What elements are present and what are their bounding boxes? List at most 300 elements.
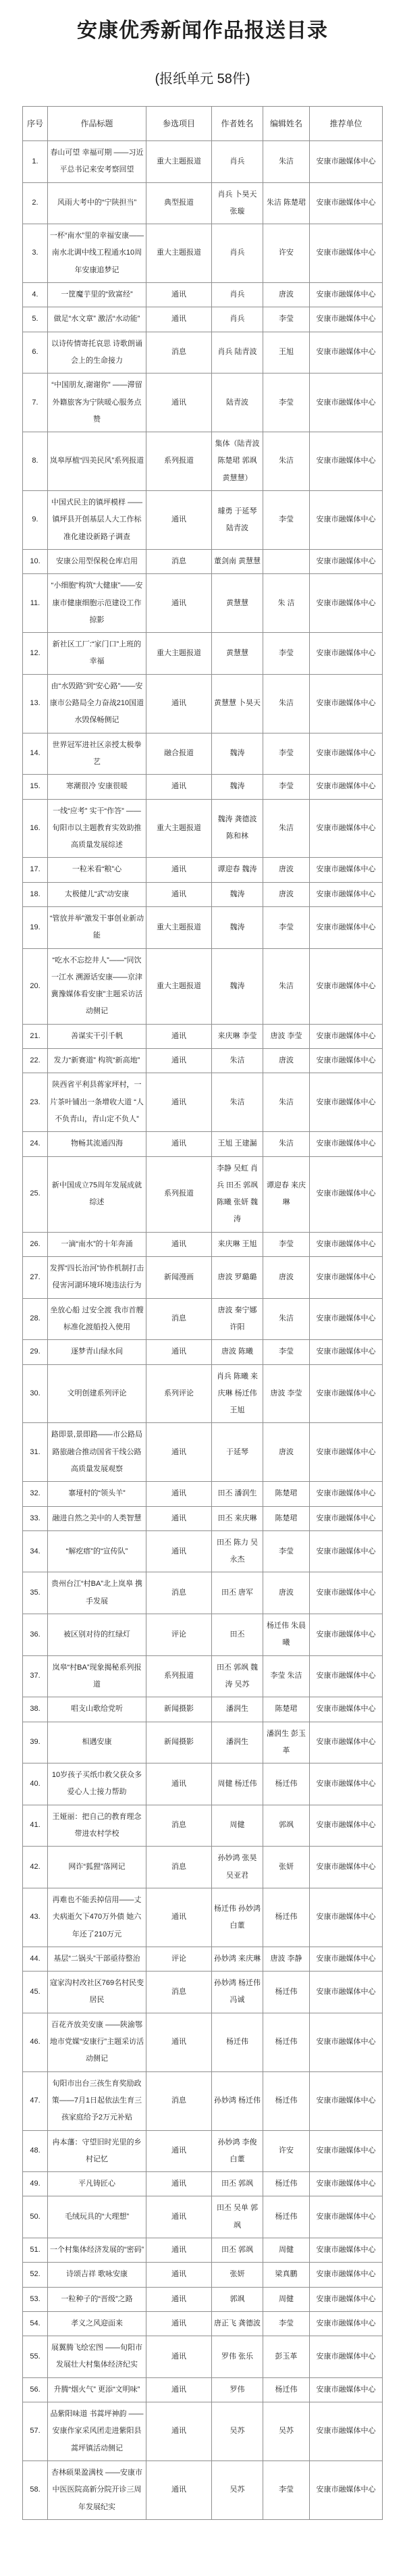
cell-authors: 吴苏 [212, 2461, 263, 2519]
table-row [23, 1655, 383, 1697]
cell-title: 太极健儿“武”动安康 [48, 882, 146, 906]
cell-authors: 肖兵 卜昊天 张璇 [212, 182, 263, 224]
cell-category: 通讯 [146, 1232, 212, 1256]
cell-category: 新闻漫画 [146, 1257, 212, 1299]
cell-authors: 孙妙鸿 来庆琳 [212, 1947, 263, 1971]
cell-unit: 安康市融媒体中心 [310, 1722, 383, 1763]
table-row [23, 307, 383, 332]
table-row [23, 574, 383, 633]
cell-no: 33. [23, 1506, 48, 1530]
cell-category: 通讯 [146, 2196, 212, 2238]
cell-authors: 吴苏 [212, 2402, 263, 2461]
table-row [23, 858, 383, 882]
cell-editors: 唐波 李莹 [263, 1364, 310, 1423]
table-row [23, 1257, 383, 1299]
cell-unit: 安康市融媒体中心 [310, 141, 383, 183]
cell-title: 物畅其流通四海 [48, 1132, 146, 1156]
cell-editors: 潘润生 彭玉革 [263, 1722, 310, 1763]
table-row [23, 799, 383, 858]
cell-category: 重大主题报道 [146, 141, 212, 183]
cell-authors: 魏涛 [212, 906, 263, 948]
table-row [23, 2013, 383, 2071]
cell-unit: 安康市融媒体中心 [310, 182, 383, 224]
cell-no: 18. [23, 882, 48, 906]
cell-category: 通讯 [146, 1340, 212, 1364]
cell-no: 8. [23, 432, 48, 491]
cell-authors: 董剑南 黄慧慧 [212, 549, 263, 573]
table-row [23, 432, 383, 491]
cell-editors: 唐波 [263, 1572, 310, 1614]
table-row [23, 1298, 383, 1340]
cell-editors: 唐波 李静 [263, 1947, 310, 1971]
table-row [23, 633, 383, 675]
cell-authors: 魏涛 [212, 775, 263, 799]
cell-category: 新闻摄影 [146, 1697, 212, 1722]
cell-no: 43. [23, 1888, 48, 1947]
cell-editors: 张妍 [263, 1847, 310, 1888]
cell-no: 38. [23, 1697, 48, 1722]
cell-title: 百花齐放美安康 ——陕渝鄂地市党媒“安康行”主题采访活动侧记 [48, 2013, 146, 2071]
cell-no: 19. [23, 906, 48, 948]
cell-category: 评论 [146, 1614, 212, 1656]
cell-unit: 安康市融媒体中心 [310, 799, 383, 858]
page-title: 安康优秀新闻作品报送目录 [77, 20, 328, 42]
cell-no: 13. [23, 674, 48, 733]
cell-unit: 安康市融媒体中心 [310, 733, 383, 775]
cell-authors: 杨迁伟 孙妙鸿 白董 [212, 1888, 263, 1947]
cell-category: 消息 [146, 1972, 212, 2013]
cell-category: 消息 [146, 549, 212, 573]
cell-editors: 吴苏 [263, 2402, 310, 2461]
cell-unit: 安康市融媒体中心 [310, 1530, 383, 1572]
cell-title: 王娅丽：把自己的教育理念带进农村学校 [48, 1805, 146, 1847]
cell-authors: 肖兵 [212, 283, 263, 307]
cell-authors: 朱洁 [212, 1073, 263, 1132]
table-row [23, 882, 383, 906]
cell-unit: 安康市融媒体中心 [310, 1614, 383, 1656]
cell-no: 56. [23, 2377, 48, 2402]
cell-title: 一筐魔芋里的“致富经” [48, 283, 146, 307]
cell-no: 45. [23, 1972, 48, 2013]
cell-category: 通讯 [146, 1506, 212, 1530]
cell-category: 通讯 [146, 2238, 212, 2262]
cell-unit: 安康市融媒体中心 [310, 948, 383, 1024]
table-row [23, 2287, 383, 2311]
cell-no: 10. [23, 549, 48, 573]
cell-unit: 安康市融媒体中心 [310, 1024, 383, 1048]
cell-category: 通讯 [146, 1482, 212, 1506]
table-row [23, 1888, 383, 1947]
cell-unit: 安康市融媒体中心 [310, 373, 383, 432]
cell-authors: 璩勇 于延琴 陆青波 [212, 491, 263, 550]
cell-editors: 唐波 [263, 1049, 310, 1073]
table-row [23, 775, 383, 799]
cell-category: 融合报道 [146, 733, 212, 775]
cell-editors: 陈楚珺 [263, 1697, 310, 1722]
cell-unit: 安康市融媒体中心 [310, 2377, 383, 2402]
cell-editors: 李莹 [263, 733, 310, 775]
cell-unit: 安康市融媒体中心 [310, 674, 383, 733]
table-row [23, 332, 383, 373]
cell-title: 孝义之风迎面来 [48, 2311, 146, 2336]
cell-editors: 周健 [263, 2238, 310, 2262]
cell-unit: 安康市融媒体中心 [310, 906, 383, 948]
cell-no: 23. [23, 1073, 48, 1132]
cell-unit: 安康市融媒体中心 [310, 1232, 383, 1256]
cell-no: 44. [23, 1947, 48, 1971]
cell-category: 通讯 [146, 2336, 212, 2378]
cell-category: 通讯 [146, 2287, 212, 2311]
cell-authors: 潘润生 [212, 1722, 263, 1763]
cell-unit: 安康市融媒体中心 [310, 549, 383, 573]
cell-authors: 罗伟 张乐 [212, 2336, 263, 2378]
table-row [23, 1482, 383, 1506]
cell-no: 37. [23, 1655, 48, 1697]
cell-no: 48. [23, 2130, 48, 2172]
cell-title: 品紫阳味道 书蒿坪神韵 ——安康作家采风团走进紫阳县蒿坪镇活动侧记 [48, 2402, 146, 2461]
cell-category: 新闻摄影 [146, 1722, 212, 1763]
cell-title: 冉本藩：守望旧时光里的乡村记忆 [48, 2130, 146, 2172]
cell-category: 消息 [146, 2071, 212, 2130]
table-row [23, 141, 383, 183]
cell-unit: 安康市融媒体中心 [310, 2130, 383, 2172]
cell-authors: 肖兵 陈曦 来庆琳 杨迁伟 王旭 [212, 1364, 263, 1423]
table-row [23, 2336, 383, 2378]
table-row [23, 1947, 383, 1971]
table-row [23, 2071, 383, 2130]
cell-unit: 安康市融媒体中心 [310, 1888, 383, 1947]
cell-editors: 李莹 [263, 633, 310, 675]
table-row [23, 1232, 383, 1256]
cell-authors: 唐波 罗璐璐 [212, 1257, 263, 1299]
cell-title: 中国式民主的镇坪模样 ——镇坪县开创基层人大工作标准化建设新路子调查 [48, 491, 146, 550]
cell-category: 通讯 [146, 1763, 212, 1805]
cell-category: 典型报道 [146, 182, 212, 224]
cell-title: 一滴“南水”的十年奔涌 [48, 1232, 146, 1256]
cell-editors: 李莹 [263, 2311, 310, 2336]
cell-editors: 许安 [263, 224, 310, 283]
cell-category: 通讯 [146, 1888, 212, 1947]
cell-authors: 朱洁 [212, 1049, 263, 1073]
cell-category: 系列评论 [146, 1364, 212, 1423]
cell-title: 毛绒玩具的“大理想” [48, 2196, 146, 2238]
cell-category: 通讯 [146, 2377, 212, 2402]
cell-unit: 安康市融媒体中心 [310, 2402, 383, 2461]
cell-unit: 安康市融媒体中心 [310, 882, 383, 906]
cell-authors: 肖兵 陆青波 [212, 332, 263, 373]
cell-title: 一线“应考” 实干“作答” ——旬阳市以主题教育实效助推高质量发展综述 [48, 799, 146, 858]
cell-authors: 田丕 陈力 吴永杰 [212, 1530, 263, 1572]
cell-editors: 杨迁伟 [263, 2172, 310, 2196]
cell-editors: 朱洁 [263, 948, 310, 1024]
cell-editors: 朱洁 [263, 674, 310, 733]
table-row [23, 1763, 383, 1805]
cell-authors: 陆青波 [212, 373, 263, 432]
cell-editors: 李莹 [263, 1340, 310, 1364]
cell-authors: 唐波 秦宁娜 许阳 [212, 1298, 263, 1340]
table-row [23, 1722, 383, 1763]
table-row [23, 1156, 383, 1232]
cell-editors: 杨迁伟 [263, 1972, 310, 2013]
table-row [23, 2172, 383, 2196]
cell-category: 系列报道 [146, 1156, 212, 1232]
cell-editors: 谭迎春 来庆琳 [263, 1156, 310, 1232]
cell-no: 24. [23, 1132, 48, 1156]
cell-unit: 安康市融媒体中心 [310, 1049, 383, 1073]
table-row [23, 2377, 383, 2402]
cell-unit: 安康市融媒体中心 [310, 1655, 383, 1697]
cell-category: 通讯 [146, 1423, 212, 1482]
cell-authors: 田丕 唐军 [212, 1572, 263, 1614]
cell-title: 一个村集体经济发展的“密码” [48, 2238, 146, 2262]
table-row [23, 1423, 383, 1482]
cell-no: 31. [23, 1423, 48, 1482]
cell-category: 重大主题报道 [146, 948, 212, 1024]
cell-title: 贵州台江“村BA”北上岚皋 携手发展 [48, 1572, 146, 1614]
cell-unit: 安康市融媒体中心 [310, 858, 383, 882]
cell-authors: 魏涛 [212, 882, 263, 906]
cell-category: 通讯 [146, 373, 212, 432]
cell-no: 21. [23, 1024, 48, 1048]
cell-authors: 肖兵 [212, 307, 263, 332]
cell-authors: 于延琴 [212, 1423, 263, 1482]
cell-no: 35. [23, 1572, 48, 1614]
cell-title: “解疙瘩”的“宣传队” [48, 1530, 146, 1572]
cell-no: 47. [23, 2071, 48, 2130]
cell-authors: 来庆琳 王旭 [212, 1232, 263, 1256]
cell-editors: 李莹 [263, 906, 310, 948]
table-row [23, 2263, 383, 2287]
table-row [23, 1506, 383, 1530]
cell-unit: 安康市融媒体中心 [310, 574, 383, 633]
cell-editors: 杨迁伟 [263, 2071, 310, 2130]
cell-title: 以诗传情寄托哀思 诗歌朗诵会上的生命接力 [48, 332, 146, 373]
column-header: 参选项目 [146, 107, 212, 141]
table-row [23, 2130, 383, 2172]
cell-unit: 安康市融媒体中心 [310, 2287, 383, 2311]
cell-no: 26. [23, 1232, 48, 1256]
cell-category: 消息 [146, 1298, 212, 1340]
cell-editors: 王旭 [263, 332, 310, 373]
cell-category: 重大主题报道 [146, 799, 212, 858]
cell-no: 39. [23, 1722, 48, 1763]
cell-category: 通讯 [146, 882, 212, 906]
cell-title: 世界冠军进社区亲授太极拳艺 [48, 733, 146, 775]
cell-authors: 孙妙鸿 杨迁伟 冯诚 [212, 1972, 263, 2013]
cell-category: 通讯 [146, 1049, 212, 1073]
cell-no: 20. [23, 948, 48, 1024]
cell-category: 通讯 [146, 858, 212, 882]
cell-unit: 安康市融媒体中心 [310, 1482, 383, 1506]
cell-no: 40. [23, 1763, 48, 1805]
cell-unit: 安康市融媒体中心 [310, 2311, 383, 2336]
cell-no: 1. [23, 141, 48, 183]
cell-no: 29. [23, 1340, 48, 1364]
cell-no: 51. [23, 2238, 48, 2262]
table-row [23, 948, 383, 1024]
table-row [23, 1073, 383, 1132]
cell-authors: 周健 [212, 1805, 263, 1847]
cell-authors: 魏涛 [212, 733, 263, 775]
cell-title: 陕西省平利县蒋家坪村，一片茶叶铺出一条增收大道 “人不负青山，青山定不负人” [48, 1073, 146, 1132]
cell-authors: 周健 杨迁伟 [212, 1763, 263, 1805]
table-row [23, 1340, 383, 1364]
cell-unit: 安康市融媒体中心 [310, 332, 383, 373]
cell-title: 发力“新赛道” 构筑“新高地” [48, 1049, 146, 1073]
submission-table [22, 106, 383, 2520]
table-row [23, 1614, 383, 1656]
cell-no: 17. [23, 858, 48, 882]
cell-title: 由“水毁路”到“安心路”——安康市公路局全力奋战210国道水毁保畅侧记 [48, 674, 146, 733]
cell-title: 风雨大考中的“宁陕担当” [48, 182, 146, 224]
cell-unit: 安康市融媒体中心 [310, 307, 383, 332]
cell-unit: 安康市融媒体中心 [310, 1847, 383, 1888]
table-row [23, 1049, 383, 1073]
cell-unit: 安康市融媒体中心 [310, 633, 383, 675]
cell-category: 通讯 [146, 574, 212, 633]
cell-title: 诗颂吉祥 歌咏安康 [48, 2263, 146, 2287]
cell-unit: 安康市融媒体中心 [310, 1947, 383, 1971]
cell-editors: 杨迁伟 [263, 2013, 310, 2071]
cell-unit: 安康市融媒体中心 [310, 491, 383, 550]
cell-unit: 安康市融媒体中心 [310, 2336, 383, 2378]
cell-authors: 魏涛 [212, 948, 263, 1024]
cell-title: 做足“水文章” 激活“水动能” [48, 307, 146, 332]
cell-unit: 安康市融媒体中心 [310, 2071, 383, 2130]
cell-title: 相遇安康 [48, 1722, 146, 1763]
cell-authors: 黄慧慧 [212, 574, 263, 633]
cell-category: 通讯 [146, 775, 212, 799]
table-row [23, 1847, 383, 1888]
column-header: 序号 [23, 107, 48, 141]
table-row [23, 1805, 383, 1847]
table-row [23, 1530, 383, 1572]
cell-no: 22. [23, 1049, 48, 1073]
cell-category: 通讯 [146, 2311, 212, 2336]
cell-title: 新社区工厂:“家门口”上班的幸福 [48, 633, 146, 675]
cell-unit: 安康市融媒体中心 [310, 1972, 383, 2013]
cell-authors: 谭迎春 魏涛 [212, 858, 263, 882]
cell-authors: 杨迁伟 [212, 2013, 263, 2071]
table-row [23, 906, 383, 948]
cell-editors: 朱洁 [263, 141, 310, 183]
cell-unit: 安康市融媒体中心 [310, 224, 383, 283]
cell-unit: 安康市融媒体中心 [310, 1132, 383, 1156]
cell-unit: 安康市融媒体中心 [310, 2013, 383, 2071]
cell-authors: 王旭 王建漏 [212, 1132, 263, 1156]
table-row [23, 1972, 383, 2013]
table-body [23, 141, 383, 2520]
cell-no: 54. [23, 2311, 48, 2336]
cell-authors: 田丕 来庆琳 [212, 1506, 263, 1530]
cell-title: “管放并举”激发干事创业新动能 [48, 906, 146, 948]
cell-editors: 杨迁伟 朱晨曦 [263, 1614, 310, 1656]
cell-unit: 安康市融媒体中心 [310, 1506, 383, 1530]
table-row [23, 1697, 383, 1722]
cell-editors: 朱洁 [263, 1073, 310, 1132]
cell-title: 坐放心船 过安全渡 我市首艘标准化渡船投入使用 [48, 1298, 146, 1340]
cell-unit: 安康市融媒体中心 [310, 2172, 383, 2196]
cell-editors: 朱洁 [263, 1132, 310, 1156]
cell-authors: 田丕 潘润生 [212, 1482, 263, 1506]
cell-unit: 安康市融媒体中心 [310, 1423, 383, 1482]
cell-title: “吃水不忘挖井人”——“同饮一江水 溯源话安康——京津冀豫媒体看安康”主题采访活动侧记 [48, 948, 146, 1024]
table-row [23, 1024, 383, 1048]
cell-title: 杏林硕果盈满枝 ——安康市中医医院高新分院开诊三周年发展纪实 [48, 2461, 146, 2519]
cell-unit: 安康市融媒体中心 [310, 2461, 383, 2519]
cell-title: 平凡铸匠心 [48, 2172, 146, 2196]
cell-editors: 朱洁 [263, 1298, 310, 1340]
cell-authors: 黄慧慧 卜昊天 [212, 674, 263, 733]
table-row [23, 1364, 383, 1423]
cell-editors: 梁真鹏 [263, 2263, 310, 2287]
cell-authors: 魏涛 龚德波 陈和林 [212, 799, 263, 858]
cell-title: 再难也不能丢掉信用——丈夫病逝欠下470万外债 她六年还了210万元 [48, 1888, 146, 1947]
cell-authors: 集体（陆青波 陈楚珺 郭飒 黄慧慧） [212, 432, 263, 491]
page-subtitle: (报纸单元 58件) [155, 72, 250, 86]
cell-category: 通讯 [146, 2172, 212, 2196]
cell-title: 升腾“烟火气” 更添“文明味” [48, 2377, 146, 2402]
cell-authors: 孙妙鸿 杨迁伟 [212, 2071, 263, 2130]
table-row [23, 2238, 383, 2262]
cell-editors: 周健 [263, 2287, 310, 2311]
cell-editors: 唐波 李莹 [263, 1024, 310, 1048]
cell-authors: 潘润生 [212, 1697, 263, 1722]
cell-category: 通讯 [146, 307, 212, 332]
cell-no: 12. [23, 633, 48, 675]
cell-category: 重大主题报道 [146, 224, 212, 283]
cell-category: 通讯 [146, 1073, 212, 1132]
cell-editors: 郭飒 [263, 1805, 310, 1847]
cell-title: 寇家沟村改社区769名村民变居民 [48, 1972, 146, 2013]
cell-unit: 安康市融媒体中心 [310, 775, 383, 799]
table-row [23, 1572, 383, 1614]
table-row [23, 2311, 383, 2336]
cell-no: 9. [23, 491, 48, 550]
cell-category: 通讯 [146, 1024, 212, 1048]
cell-editors: 唐波 [263, 882, 310, 906]
cell-authors: 张妍 [212, 2263, 263, 2287]
cell-unit: 安康市融媒体中心 [310, 1073, 383, 1132]
cell-title: 网诈“狐狸”落网记 [48, 1847, 146, 1888]
cell-category: 通讯 [146, 2461, 212, 2519]
cell-category: 通讯 [146, 2130, 212, 2172]
cell-editors: 杨迁伟 [263, 1888, 310, 1947]
cell-no: 7. [23, 373, 48, 432]
cell-unit: 安康市融媒体中心 [310, 1340, 383, 1364]
table-row [23, 373, 383, 432]
cell-category: 通讯 [146, 1132, 212, 1156]
cell-authors: 李静 吴虹 肖兵 田丕 郭飒 陈曦 张妍 魏涛 [212, 1156, 263, 1232]
cell-editors: 朱 洁 [263, 574, 310, 633]
cell-no: 3. [23, 224, 48, 283]
cell-no: 50. [23, 2196, 48, 2238]
cell-editors: 彭玉革 [263, 2336, 310, 2378]
cell-category: 通讯 [146, 2013, 212, 2071]
column-header: 推荐单位 [310, 107, 383, 141]
cell-authors: 田丕 吴单 郭飒 [212, 2196, 263, 2238]
cell-authors: 孙妙鸿 李俊 白董 [212, 2130, 263, 2172]
cell-authors: 肖兵 [212, 224, 263, 283]
table-row [23, 549, 383, 573]
cell-title: 被区别对待的红绿灯 [48, 1614, 146, 1656]
cell-no: 57. [23, 2402, 48, 2461]
cell-unit: 安康市融媒体中心 [310, 1364, 383, 1423]
cell-category: 评论 [146, 1947, 212, 1971]
cell-title: “中国朋友,谢谢你” ——滞留外籍旅客为宁陕暖心服务点赞 [48, 373, 146, 432]
cell-no: 52. [23, 2263, 48, 2287]
cell-unit: 安康市融媒体中心 [310, 2263, 383, 2287]
